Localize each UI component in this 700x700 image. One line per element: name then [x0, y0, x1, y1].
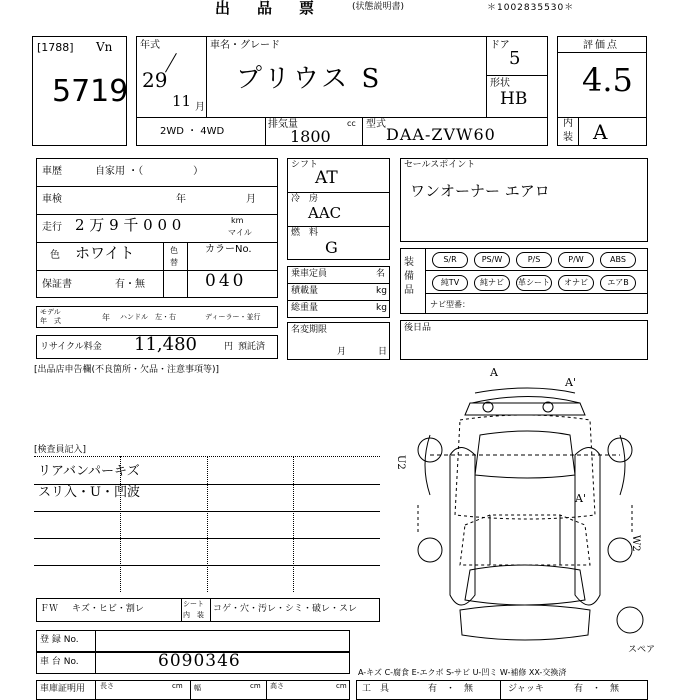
name-expiry-day: 日 — [378, 347, 388, 357]
damage-mark-u2-left: U2 — [395, 455, 406, 470]
chassis-value: 6090346 — [158, 651, 241, 671]
fw-label: ＦＷ — [40, 604, 59, 614]
sales-point-value: ワンオーナー エアロ — [410, 182, 550, 200]
car-damage-diagram — [390, 365, 660, 650]
name-expiry-label: 名変期限 — [291, 325, 328, 335]
weight-unit: kg — [376, 303, 387, 313]
tools-value: 有 ・ 無 — [428, 684, 474, 694]
color-value: ホワイト — [75, 244, 135, 262]
seat-label-1: シート — [183, 600, 204, 608]
warranty-label: 保証書 — [42, 279, 72, 290]
displacement-value: 1800 — [290, 127, 331, 146]
recycle-status: 預託済 — [238, 342, 266, 352]
navi-model-label: ナビ型番： — [430, 300, 470, 309]
seat-value: コゲ・穴・汚レ・シミ・破レ・スレ — [213, 604, 358, 614]
history-value: 自家用 ・（ ） — [95, 166, 204, 177]
inspection-label: 車検 — [42, 194, 62, 205]
color-label: 色 — [50, 250, 60, 261]
seat-label-2: 内 装 — [183, 611, 204, 619]
mileage-value: 2 万 9 千 0 0 0 — [75, 216, 182, 234]
model-code-label: 型式 — [366, 119, 386, 130]
cert-width: 幅 — [194, 684, 201, 692]
shape-label: 形状 — [490, 78, 510, 89]
equipment-option: オナビ — [558, 275, 594, 291]
jack-value: 有 ・ 無 — [574, 684, 620, 694]
recycle-unit: 円 — [224, 342, 234, 352]
model-year-year: 年 — [102, 313, 110, 322]
aircon-value: AAC — [308, 204, 342, 222]
serial-number: ＊1002835530＊ — [487, 3, 575, 13]
history-label: 車歴 — [42, 166, 62, 177]
color-no-label: カラーNo. — [205, 244, 252, 255]
year-month-unit: 月 — [195, 102, 205, 113]
weight-label: 総重量 — [291, 303, 319, 313]
sales-point-label: セールスポイント — [404, 160, 476, 170]
load-unit: kg — [376, 286, 387, 296]
tools-label: 工 具 — [362, 684, 390, 694]
capacity-label: 乗車定員 — [291, 269, 328, 279]
displacement-unit: cc — [347, 119, 356, 128]
shift-value: AT — [315, 168, 338, 188]
inspector-label: [検査員記入] — [34, 445, 87, 455]
form-title: 出 品 票 — [215, 0, 321, 17]
interior-label-1: 内 — [563, 118, 573, 129]
equipment-option: P/W — [558, 252, 594, 268]
inspection-year: 年 — [176, 194, 186, 205]
damage-mark-a-top: A — [490, 366, 498, 379]
after-item-label: 後日品 — [404, 323, 432, 333]
cert-height-cm: cm — [336, 682, 347, 690]
color-no-value: 040 — [205, 271, 247, 291]
damage-mark-a-top-2: A' — [565, 376, 576, 389]
color-change-1: 色 — [170, 246, 178, 255]
cert-height: 高さ — [270, 682, 284, 690]
damage-mark-w2-right: W2 — [630, 535, 641, 552]
load-label: 積載量 — [291, 286, 319, 296]
cert-width-cm: cm — [250, 682, 261, 690]
door-label: ドア — [490, 40, 510, 51]
door-value: 5 — [509, 48, 521, 69]
registration-label: 登 録 No. — [40, 635, 79, 645]
capacity-unit: 名 — [376, 269, 386, 279]
seller-notes-label: [出品店申告欄(不良箇所・欠品・注意事項等)] — [34, 365, 220, 375]
color-change-2: 替 — [170, 258, 178, 267]
fuel-value: G — [325, 238, 338, 257]
interior-value: A — [593, 120, 608, 144]
year-label: 年式 — [140, 40, 160, 51]
equipment-option: 革シート — [516, 275, 552, 291]
inspection-month: 月 — [246, 194, 256, 205]
name-expiry-month: 月 — [337, 347, 347, 357]
model-code-value: DAA-ZVW60 — [386, 125, 496, 144]
fuel-label: 燃 料 — [291, 228, 319, 238]
model-year-label-2: 年 式 — [40, 317, 61, 325]
after-item-box — [400, 320, 648, 360]
year-era-value: 29 — [142, 68, 168, 92]
car-name-label: 車名・グレード — [210, 40, 280, 51]
lot-tag: [1788] — [37, 41, 74, 54]
equipment-label: 装備品 — [404, 257, 414, 296]
equipment-option: 純ナビ — [474, 275, 510, 291]
garage-cert-label: 車庫証明用 — [40, 684, 86, 694]
registration-row — [36, 630, 350, 652]
equipment-option: ABS — [600, 252, 636, 268]
warranty-value: 有・無 — [115, 279, 145, 290]
chassis-label: 車 台 No. — [40, 657, 79, 667]
lot-number: 5719 — [52, 74, 129, 109]
jack-label: ジャッキ — [508, 684, 544, 694]
drive-label: 2WD ・ 4WD — [160, 126, 225, 137]
recycle-label: リサイクル料金 — [40, 342, 102, 352]
aircon-label: 冷 房 — [291, 194, 319, 204]
mileage-label: 走行 — [42, 222, 62, 233]
interior-label-2: 装 — [563, 132, 573, 143]
inspector-line-1: リアバンパーキズ — [38, 464, 140, 479]
damage-mark-a-mid: A' — [575, 492, 586, 505]
mileage-unit-km: km — [231, 216, 244, 225]
score-value: 4.5 — [582, 61, 633, 99]
cert-length-cm: cm — [172, 682, 183, 690]
equipment-option: S/R — [432, 252, 468, 268]
equipment-option: 純TV — [432, 275, 468, 291]
equipment-option: エアB — [600, 275, 636, 291]
model-year-label-1: モデル — [40, 308, 61, 316]
form-subtitle: (状態説明書) — [352, 2, 405, 12]
inspector-line-2: スリ入・U・凹波 — [38, 485, 140, 500]
car-name-value: プリウス S — [236, 64, 383, 94]
shape-value: HB — [500, 89, 528, 109]
spare-label: スペア — [628, 645, 656, 655]
cert-length: 長さ — [100, 682, 114, 690]
dealer-option: ディーラー・並行 — [205, 313, 261, 321]
damage-legend: A-キズ C-腐食 E-エクボ S-サビ U-凹ミ W-補修 XX-交換済 — [358, 668, 567, 677]
recycle-value: 11,480 — [134, 334, 197, 355]
handle-option: ハンドル 左・右 — [120, 313, 176, 321]
fw-value: キズ・ヒビ・割レ — [72, 604, 144, 614]
equipment-option: P/S — [516, 252, 552, 268]
year-month-value: 11 — [172, 92, 192, 110]
shift-label: シフト — [291, 160, 319, 170]
equipment-option: PS/W — [474, 252, 510, 268]
score-label: 評価点 — [583, 40, 619, 51]
displacement-label: 排気量 — [268, 119, 298, 130]
mileage-unit-mile: マイル — [228, 228, 252, 237]
lot-tag-suffix: Vn — [96, 40, 113, 54]
